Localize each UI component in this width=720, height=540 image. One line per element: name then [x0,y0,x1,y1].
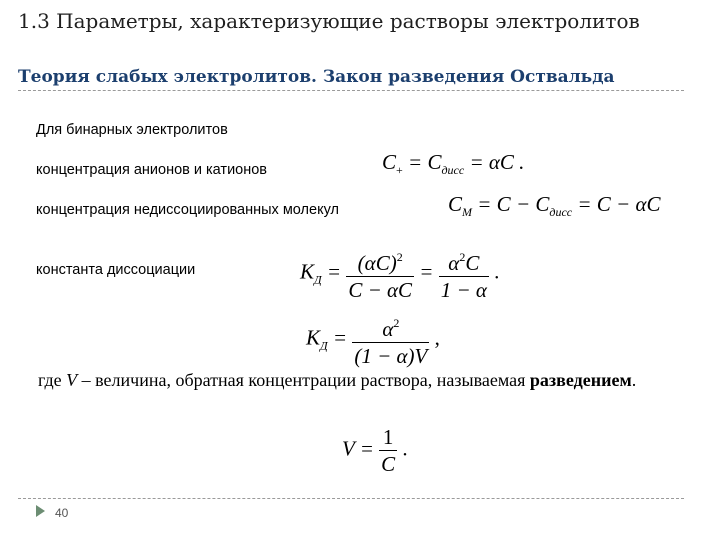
slide-subtitle: Теория слабых электролитов. Закон разведения Оствальда [18,67,615,87]
formula-molecule-concentration: $C_M = C - C_{дисс} = C - \alpha C$ [448,192,661,219]
slide-title: 1.3 Параметры, характеризующие растворы электролитов [18,9,640,33]
row-label-dissociation-constant: константа диссоциации [36,262,196,278]
top-divider [18,90,684,91]
intro-text: Для бинарных электролитов [36,122,228,138]
bottom-divider [18,498,684,499]
formula-ostwald-law: $K_Д$ = $\frac{\alpha^2}{(1 - \alpha)V}$ , [306,310,440,369]
row-label-ion-concentration: концентрация анионов и катионов [36,162,268,178]
row-label-molecule-concentration: концентрация недиссоциированных молекул [36,202,339,218]
formula-ion-concentration: $C_+ = C_{дисс} = \alpha C$ . [382,150,525,177]
triangle-marker-icon [36,505,45,517]
formula-dissociation-constant: $K_Д$ = $\frac{(\alpha C)^2}{C - \alpha C}$ = $\frac{\alpha^2C}{1 - \alpha}$ . [300,244,499,303]
dilution-definition: где V – величина, обратная концентрации раствора, называемая разведением. [38,370,637,390]
formula-dilution: V = $\frac{1}{C}$ . [342,425,408,476]
page-number: 40 [55,506,69,520]
